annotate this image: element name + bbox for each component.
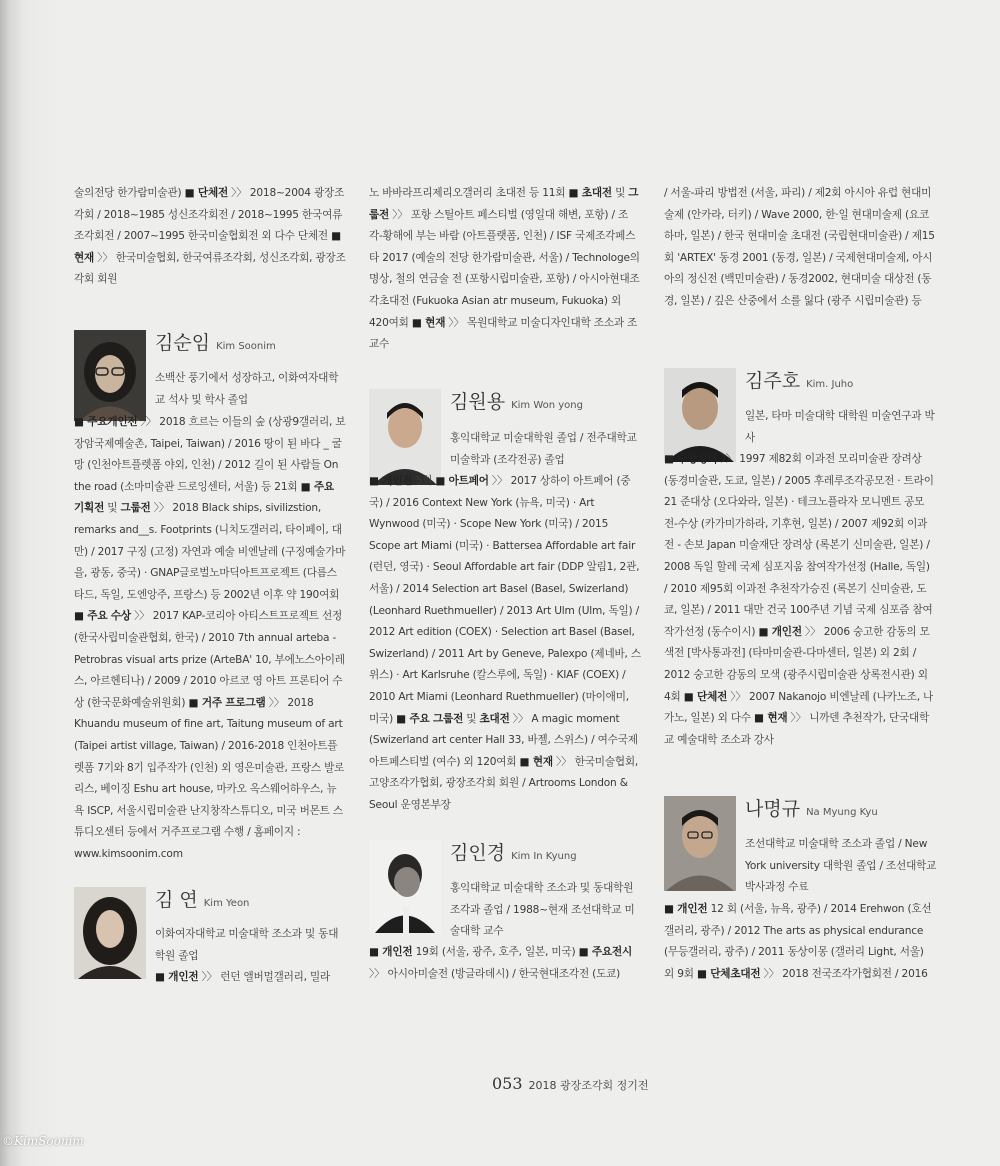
career-text: ■ 수상경력 〉〉 1997 제82회 이과전 모리미술관 장려상 (동경미술관, 도쿄, 일본) / 2005 후레루조각공모전 · 트라이 21 준대상 (오다와라, 일본) · 테크노플라자 모니멘트 공모전-수상 (카가미가하라, 기후현, 일본) / 2007 제92회 이과전 - 손보 Japan 미술재단 장려상 (록본기 신미술관, 일본) / 2008 독일 할레 국제 심포지움 참여작가선정 (Halle, 독일) / 2010 제95회 이과전 추천작가승진 (록본기 신미술관, 도쿄, 일본) / 2011 대만 건국 100주년 기념 국제 심포즘 참여작가선정 (동수이시) ■ 개인전 〉〉 2006 숭고한 감동의 모색전 [박사통과전] (타마미술관-다마센터, 일본) 외 2회 / 2012 숭고한 감동의 모색 (광주시립미술관 상록전시관) 외 4회 ■ 단체전 〉〉 2007 Nakanojo 비엔날레 (나카노조, 나가노, 일본) 외 다수 ■ 현재 〉〉 니까덴 추천작가, 단국대학교 예술대학 조소과 강사: [664, 453, 934, 746]
career-text: ■ 주요개인전 〉〉 2018 흐르는 이들의 숲 (상광9갤러리, 보장암국제예술촌, Taipei, Taiwan) / 2016 땅이 된 바다 _ 굴망 (인천아트플렛폼 야외, 인천) / 2012 길이 된 사람들 On the road (소마미술관 드로잉센터, 서울) 등 21회 ■ 주요 기획전 및 그룹전 〉〉 2018 Black ships, sivilizstion, remarks and__s. Footprints (니치도갤러리, 타이페이, 대만) / 2017 구징 (고정) 자연과 예술 비엔날레 (구징예술가마을, 광동, 중국) · GNAP글로벌노마딕아트프로젝트 (다름스타드, 독일, 도엔앙주, 프랑스) 등 2002년 이후 약 190여회 ■ 주요 수상 〉〉 2017 KAP-코리아 아티스트프로젝트 선정 (한국사립미술관협회, 한국) / 2010 7th annual arteba - Petrobras visual arts prize (ArteBA' 10, 부에노스아이레스, 아르헨티나) / 2009 / 2010 아르코 영 아트 프론티어 수상 (한국문화예술위원회) ■ 거주 프로그램 〉〉 2018 Khuandu museum of fine art, Taitung museum of art (Taipei artist village, Taiwan) / 2016-2018 인천아트플렛폼 7기와 8기 입주작가 (인천) 외 영은미술관, 프랑스 발로리스, 베이징 Eshu art house, 마카오 옥스웨어하우스, 뉴욕 ISCP, 서울시립미술관 난지창작스튜디오, 미국 버몬트 스튜디오센터 등에서 거주프로그램 수행 / 홈페이지 : www.kimsoonim.com: [74, 416, 346, 860]
kim-won-yong-edu: [450, 428, 642, 471]
name-korean: 김주호: [745, 370, 801, 392]
kim-won-yong-body: [369, 471, 641, 817]
career-text: ■ 개인전 5회 ■ 아트페어 〉〉 2017 상하이 아트페어 (중국) / 2016 Context New York (뉴욕, 미국) · Art Wynwood (미국) · Scope New York (미국) / 2015 Scope art Miami (미국) · Battersea Affordable art fair (런던, 영국) · Seoul Affordable art fair (DDP 알림1, 2관, 서울) / 2014 Selection art Basel (Basel, Swizerland) (Leonhard Ruethmueller) / 2013 Art Ulm (Ulm, 독일) / 2012 Art edition (COEX) · Selection art Basel (Basel, Swizerland) / 2011 Art by Geneve, Palexpo (제네바, 스위스) · Art Karlsruhe (칼스루에, 독일) · KIAF (COEX) / 2010 Art Miami (Leonhard Ruethmueller) (마이애미, 미국) ■ 주요 그룹전 및 초대전 〉〉 A magic moment (Swizerland art center Hall 33, 바젤, 스위스) / 여수국제아트페스티벌 (여수) 외 120여회 ■ 현재 〉〉 한국미술협회, 고양조각가협회, 광장조각회 회원 / Artrooms London & Seoul 운영본부장: [369, 475, 641, 811]
col2-intro: [369, 183, 641, 356]
name-english: Kim. Juho: [806, 379, 854, 390]
na-myung-kyu-edu: [745, 834, 937, 899]
kim-won-yong-name: [450, 387, 583, 414]
kim-soonim-edu: [155, 368, 347, 411]
name-korean: 김원용: [450, 391, 506, 413]
kim-juho-name: [745, 366, 853, 393]
kim-in-kyung-name: [450, 838, 577, 865]
name-korean: 김순임: [155, 332, 211, 354]
kim-yeon-name: [155, 885, 249, 912]
kim-juho-edu: [745, 406, 937, 449]
education-text: 조선대학교 미술대학 조소과 졸업 / New York university 대학원 졸업 / 조선대학교 박사과정 수료: [745, 838, 937, 894]
education-text: 일본, 타마 미술대학 대학원 미술연구과 박사: [745, 410, 935, 444]
education-text: 홍익대학교 미술대학원 졸업 / 전주대학교 미술학과 (조각전공) 졸업: [450, 432, 637, 466]
page-number: 053: [492, 1074, 523, 1093]
col1-intro: [74, 183, 346, 291]
name-korean: 김 연: [155, 889, 198, 911]
kim-in-kyung-body: [369, 942, 641, 985]
career-text: ■ 개인전 19회 (서울, 광주, 호주, 일본, 미국) ■ 주요전시 〉〉 아시아미술전 (방글라데시) / 한국현대조각전 (도쿄): [369, 946, 633, 980]
page-footer: [492, 1074, 649, 1093]
name-english: Kim Soonim: [216, 341, 276, 352]
kim-yeon-photo: [74, 887, 146, 979]
na-myung-kyu-photo: [664, 796, 736, 891]
na-myung-kyu-name: [745, 794, 878, 821]
kim-in-kyung-edu: [450, 878, 642, 943]
kim-soonim-name: [155, 328, 276, 355]
name-korean: 나명규: [745, 798, 801, 820]
name-english: Kim Won yong: [511, 400, 583, 411]
name-english: Na Myung Kyu: [806, 807, 878, 818]
na-myung-kyu-body: [664, 899, 936, 985]
kim-in-kyung-photo: [369, 840, 441, 933]
name-korean: 김인경: [450, 842, 506, 864]
kim-juho-photo: [664, 368, 736, 462]
name-english: Kim In Kyung: [511, 851, 577, 862]
col1-intro-text: 술의전당 한가람미술관) ■ 단체전 〉〉 2018~2004 광장조각회 / 2018~1985 성신조각회전 / 2018~1995 한국여류조각회전 / 2007~1995 한국미술협회전 외 다수 단체전 ■ 현재 〉〉 한국미술협회, 한국여류조각회, 성신조각회, 광장조각회 회원: [74, 187, 346, 286]
name-english: Kim Yeon: [203, 898, 250, 909]
kim-soonim-body: [74, 412, 346, 865]
education-text: 홍익대학교 미술대학 조소과 및 동대학원 조각과 졸업 / 1988~현재 조선대학교 미술대학 교수: [450, 882, 635, 938]
kim-yeon-body: [155, 967, 347, 989]
kim-yeon-edu: [155, 924, 347, 967]
kim-juho-body: [664, 449, 936, 751]
kim-soonim-photo: [74, 330, 146, 421]
footer-title: 2018 광장조각회 정기전: [528, 1079, 649, 1092]
col3-intro: [664, 183, 936, 313]
copyright-watermark: ©KimSoonim: [2, 1134, 84, 1148]
career-text: ■ 개인전 〉〉 런던 앨버멀갤러리, 밀라: [155, 971, 331, 983]
col2-intro-text: 노 바바라프리제리오갤러리 초대전 등 11회 ■ 초대전 및 그룹전 〉〉 포항 스틸아트 페스티벌 (영일대 해변, 포항) / 조각-황해에 부는 바람 (아트플랫폼, 인천) / ISF 국제조각페스타 2017 (예술의 전당 한가람미술관, 서울) / Technologe의 명상, 철의 연금술 전 (포항시립미술관, 포항) / 아시아현대조각초대전 (Fukuoka Asian atr museum, Fukuoka) 외 420여회 ■ 현재 〉〉 목원대학교 미술디자인대학 조소과 조교수: [369, 187, 640, 351]
education-text: 소백산 풍기에서 성장하고, 이화여자대학교 석사 및 학사 졸업: [155, 372, 339, 406]
col3-intro-text: / 서울-파리 방법전 (서울, 파리) / 제2회 아시아 유럽 현대미술제 (안카라, 터키) / Wave 2000, 한·일 현대미술제 (요코하마, 일본) / 한국 현대미술 초대전 (국립현대미술관) / 제15회 'ARTEX' 동경 2001 (동경, 일본) / 국제현대미술제, 아시아의 정신전 (백민미술관) / 동경2002, 현대미술 대상전 (동경, 일본) / 깊은 산중에서 소를 잃다 (광주 시립미술관) 등: [664, 187, 935, 307]
career-text: ■ 개인전 12 회 (서울, 뉴욕, 광주) / 2014 Erehwon (호선갤러리, 광주) / 2012 The arts as physical endurance (무등갤러리, 광주) / 2011 동상이몽 (갤러리 Light, 서울) 외 9회 ■ 단체초대전 〉〉 2018 전국조각가협회전 / 2016: [664, 903, 932, 980]
education-text: 이화여자대학교 미술대학 조소과 및 동대학원 졸업: [155, 928, 339, 962]
